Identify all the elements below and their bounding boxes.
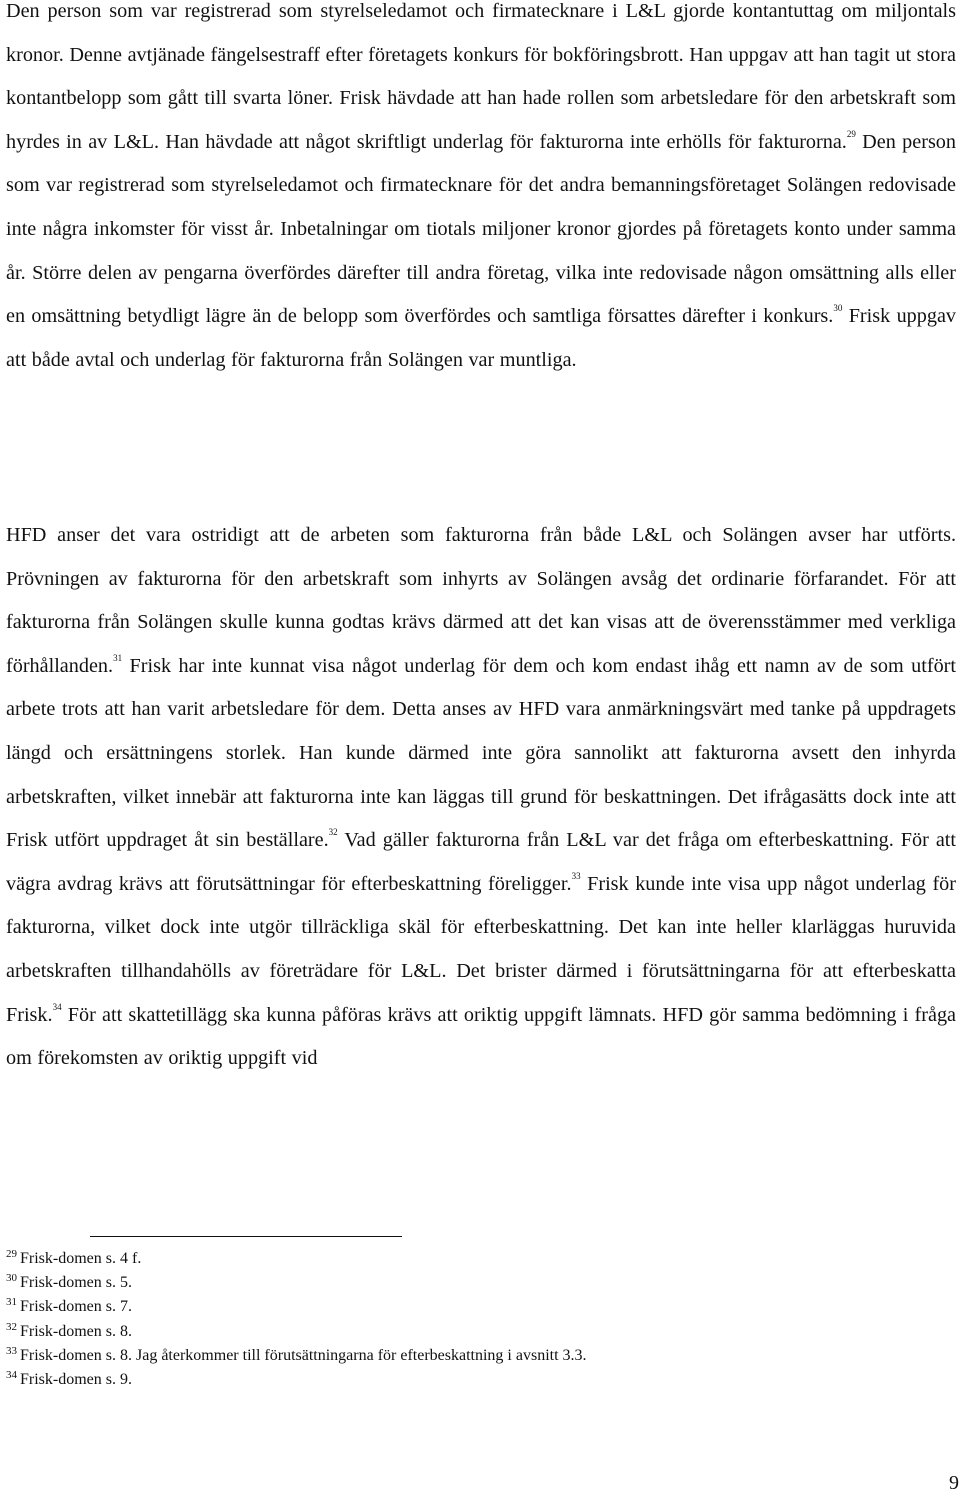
footnote [6,1247,956,1271]
footnote-number: 29 [6,1248,17,1260]
body-paragraph [6,514,956,1081]
footnote-reference[interactable]: 30 [833,303,843,314]
footnote-number: 31 [6,1296,17,1309]
footnote-list [6,1247,956,1392]
footnote-separator [90,1236,402,1237]
footnote-reference[interactable]: 34 [52,1001,62,1012]
paragraph-text: HFD anser det vara ostridigt att de arbeten som fakturorna från både L&L och Solängen avser har utförts. Prövningen av fakturorna för den arbetskraft som inhyrts av Solängen avsåg det ordinarie förfarandet. För att fakturorna från Solängen skulle kunna godtas krävs därmed att det kan visas att de överensstämmer med verkliga förhållanden. [6,524,956,677]
paragraph-text: Den person som var registrerad som styrelseledamot och firmatecknare för det andra bemanningsföretaget Solängen redovisade inte några inkomster för visst år. Inbetalningar om tiotals miljoner kronor gjordes på företagets konto under samma år. Större delen av pengarna överfördes därefter till andra företag, vilka inte redovisade någon omsättning alls eller en omsättning betydligt lägre än de belopp som överfördes och samtliga försattes därefter i konkurs. [6,130,956,328]
footnote-number: 32 [6,1320,17,1333]
paragraph-text: Vad gäller fakturorna från L&L var det fråga om efterbeskattning. För att vägra avdrag krävs att förutsättningar för efterbeskattning föreligger. [6,829,957,895]
footnote [6,1368,956,1392]
paragraph-text: För att skattetillägg ska kunna påföras krävs att oriktig uppgift lämnats. HFD gör samma bedömning i fråga om förekomsten av oriktig uppgift vid [6,1003,956,1070]
paragraph-text: Frisk uppgav att både avtal och underlag för fakturorna från Solängen var muntliga. [6,305,956,371]
footnote-text: Frisk-domen s. 7. [20,1298,132,1316]
footnote-text: Frisk-domen s. 8. [20,1322,132,1340]
footnote-reference[interactable]: 32 [328,827,338,838]
paragraph-text: Frisk har inte kunnat visa något underlag för dem och kom endast ihåg ett namn av de som utfört arbete trots att han varit arbetsledare för dem. Detta anses av HFD vara anmärkningsvärt med tanke på uppdragets längd och ersättningens storlek. Han kunde därmed inte göra sannolikt att fakturorna avsett den inhyrda arbetskraften, vilket innebär att fakturorna inte kan läggas till grund för beskattningen. Det ifrågasätts dock inte att Frisk utfört uppdraget åt sin beställare. [6,654,956,852]
footnote-text: Frisk-domen s. 5. [20,1274,132,1292]
footnote [6,1344,956,1368]
footnote-text: Frisk-domen s. 8. Jag återkommer till förutsättningarna för efterbeskattning i avsnitt 3.3. [20,1346,587,1364]
footnote-number: 30 [6,1272,17,1285]
document-page [6,0,959,1494]
footnote-text: Frisk-domen s. 4 f. [20,1250,142,1267]
footnote-number: 34 [6,1369,17,1382]
paragraph-text: Den person som var registrerad som styrelseledamot och firmatecknare i L&L gjorde kontantuttag om miljontals kronor. Denne avtjänade fängelsestraff efter företagets konkurs för bokföringsbrott. Han uppgav att han tagit ut stora kontantbelopp som gått till svarta löner. Frisk hävdade att han hade rollen som arbetsledare för den arbetskraft som hyrdes in av L&L. Han hävdade att något skriftligt underlag för fakturorna inte erhölls för fakturorna. [6,0,956,153]
footnote-number: 33 [6,1344,17,1357]
body-paragraph [6,0,956,382]
footnote-reference[interactable]: 31 [113,652,123,663]
paragraph-text: Frisk kunde inte visa upp något underlag för fakturorna, vilket dock inte utgör tillräckliga skäl för efterbeskattning. Det kan inte heller klarläggas huruvida arbetskraften tillhandahölls av företrädare för L&L. Det brister därmed i förutsättningarna för att efterbeskatta Frisk. [6,872,956,1026]
footnote [6,1295,956,1319]
footnote-text: Frisk-domen s. 9. [20,1371,132,1389]
footnote [6,1320,956,1344]
page-number: 9 [949,1472,959,1494]
footnote-reference[interactable]: 33 [571,870,581,881]
footnote-reference[interactable]: 29 [846,128,856,139]
footnote [6,1271,956,1295]
